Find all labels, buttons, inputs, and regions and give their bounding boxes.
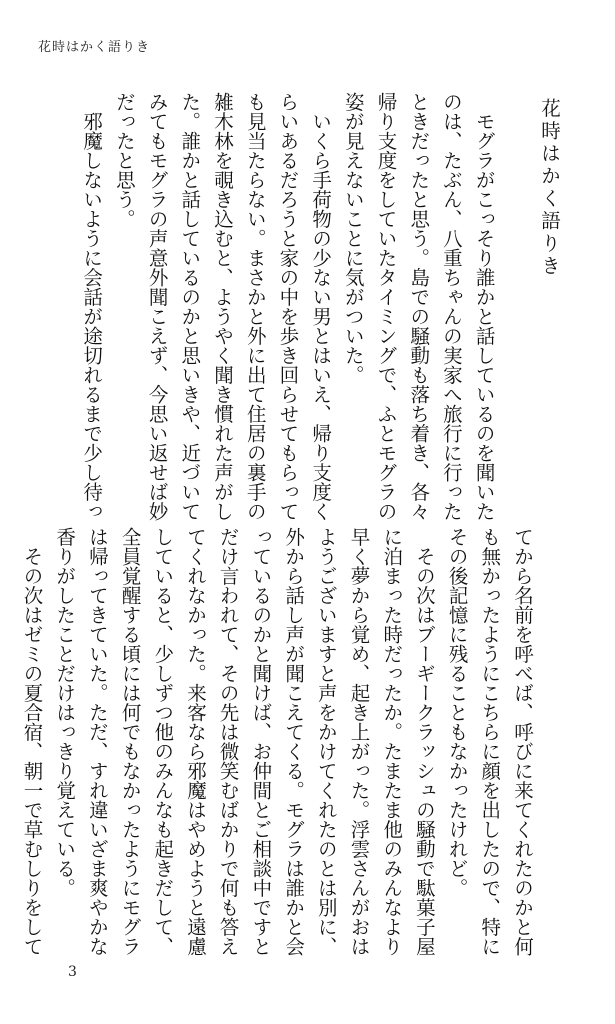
body-line: いくら手荷物の少ない男とはいえ、帰り支度く [309,92,333,521]
top-text-block [74,92,565,521]
body-line: てから名前を呼べば、呼びに来てくれたのかと何 [511,527,534,956]
body-line: 外から話し声が聞こえてくる。モグラは誰かと会 [282,527,306,956]
body-line: てくれなかった。来客なら邪魔はやめようと遠慮 [183,527,207,956]
body-line: ときだったと思う。島での騒動も落ち着き、各々 [407,92,431,521]
body-line: た。誰かと話しているのかと思いきや、近づいて [178,92,202,521]
chapter-title: 花時はかく語りき [538,98,561,278]
page-number: 3 [68,964,77,980]
body-line: その次はゼミの夏合宿、朝一で草むしりをして [20,527,44,956]
body-line: 全員覚醒する頃には何でもなかったようにモグラ [118,527,142,956]
running-header: 花時はかく語りき [38,40,151,55]
body-line: 邪魔しないように会話が途切れるまで少し待っ [80,92,104,521]
body-line: その後記憶に残ることもなかったけれど。 [445,527,469,898]
body-line: のは、たぶん、八重ちゃんの実家へ旅行に行った [439,92,463,521]
body-line: その次はブーギークラッシュの騒動で駄菓子屋 [412,527,436,956]
body-line: ようございますと声をかけてくれたのとは別に、 [314,527,338,956]
body-line: 香りがしたことだけはっきり覚えている。 [53,527,77,898]
body-line: だったと思う。 [112,92,136,229]
body-line: 早く夢から覚め、起き上がった。浮雲さんがおは [347,527,371,956]
title-gap [500,92,533,502]
body-line: に泊まった時だったか。たまたま他のみんなより [380,527,404,956]
body-line: っているのかと聞けば、お仲間とご相談中ですと [249,527,273,956]
body-line: らいあるだろうと家の中を歩き回らせてもらって [276,92,300,521]
body-line: 帰り支度をしていたタイミングで、ふとモグラの [374,92,398,521]
body-line: モグラがこっそり誰かと話しているのを聞いた [472,92,496,521]
body-line: も見当たらない。まさかと外に出て住居の裏手の [243,92,267,521]
body-line: みてもモグラの声意外聞こえず、今思い返せば妙 [145,92,169,521]
body-line: は帰ってきていた。ただ、すれ違いざま爽やかな [85,527,109,956]
body-line: だけ言われて、その先は微笑むばかりで何も答え [216,527,240,956]
body-line: も無かったようにこちらに顔を出したので、特に [478,527,502,956]
body-line: 姿が見えないことに気がついた。 [341,92,365,385]
body-line: 雑木林を覗き込むと、ようやく聞き慣れた声がし [210,92,234,521]
body-line: していると、少しずつ他のみんなも起きだして、 [151,527,175,956]
bottom-text-block [15,527,538,956]
